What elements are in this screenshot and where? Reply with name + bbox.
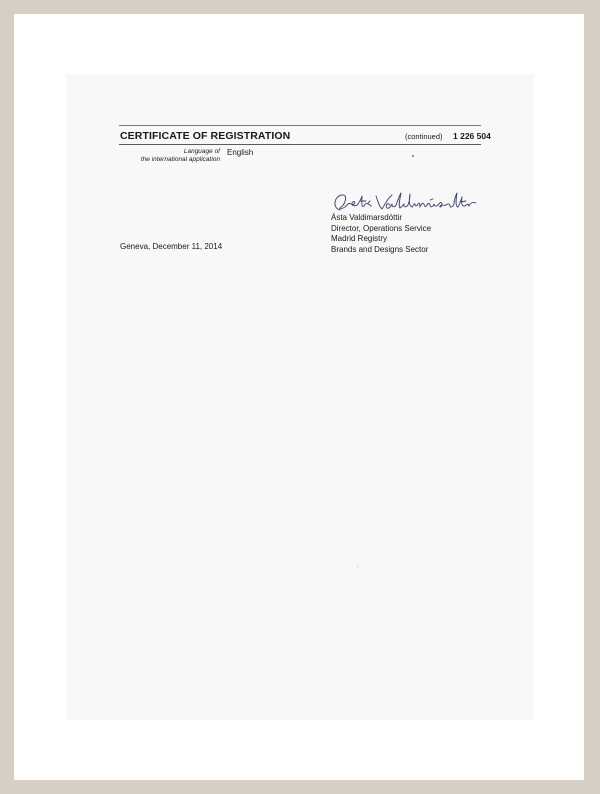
signatory-block bbox=[331, 213, 431, 255]
signatory-name: Ásta Valdimarsdóttir bbox=[331, 213, 402, 222]
continued-label: (continued) bbox=[405, 132, 443, 141]
registration-number: 1 226 504 bbox=[453, 131, 491, 141]
scan-speck bbox=[412, 155, 414, 157]
header-top-rule bbox=[119, 125, 481, 126]
language-value: English bbox=[227, 148, 254, 157]
place-and-date: Geneva, December 11, 2014 bbox=[120, 242, 223, 251]
language-label-line1: Language of bbox=[183, 148, 220, 155]
language-label-line2: the international application bbox=[140, 156, 220, 163]
signatory-sector: Brands and Designs Sector bbox=[331, 244, 429, 254]
signatory-department: Madrid Registry bbox=[331, 234, 388, 243]
language-label bbox=[120, 148, 220, 164]
certificate-title: CERTIFICATE OF REGISTRATION bbox=[120, 130, 291, 142]
document-sheet bbox=[66, 74, 534, 720]
scan-speck bbox=[357, 566, 358, 567]
signatory-title: Director, Operations Service bbox=[331, 223, 432, 233]
header-bottom-rule bbox=[119, 144, 481, 145]
